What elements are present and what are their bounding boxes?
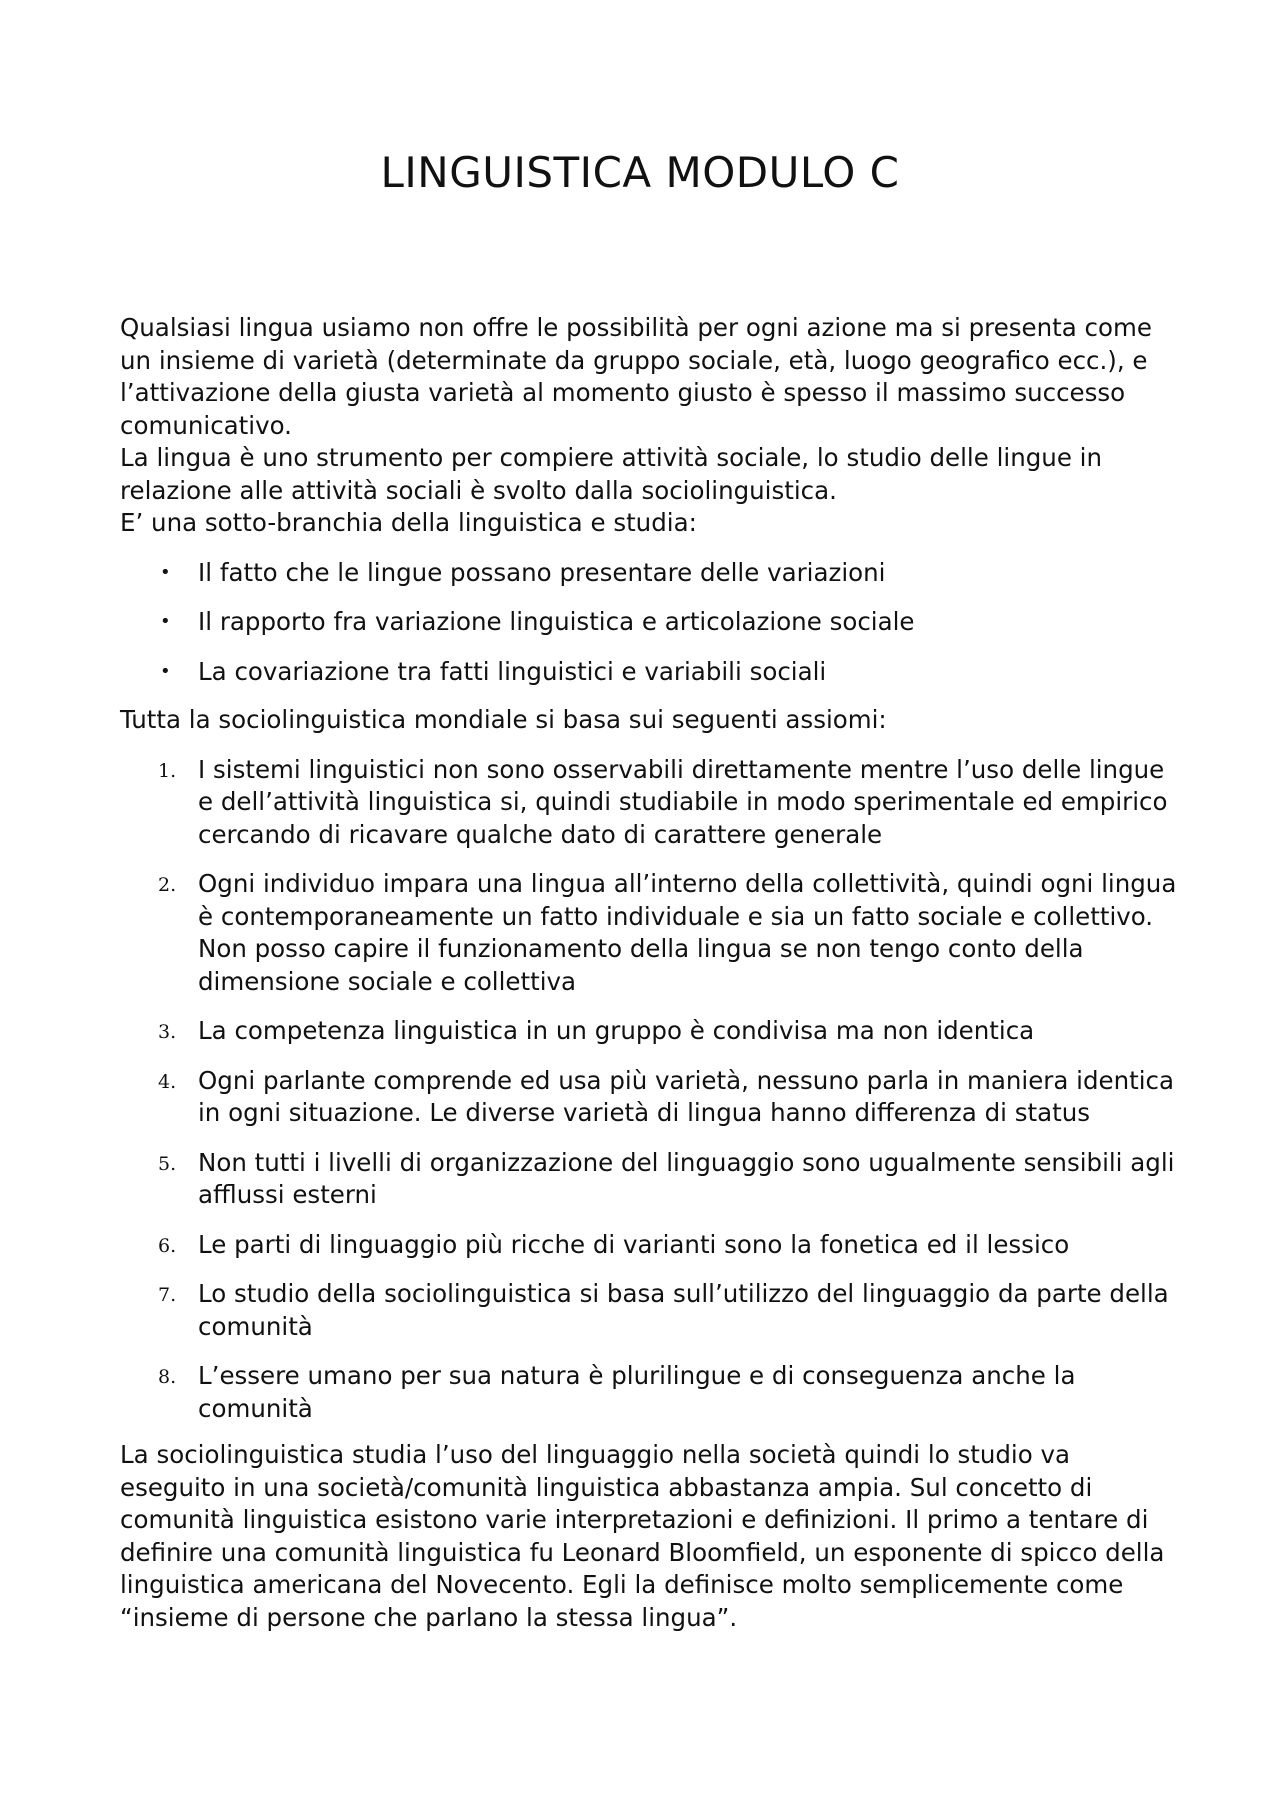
list-number: 8. <box>158 1366 177 1388</box>
bullet-marker: • <box>160 660 171 682</box>
list-item-text: I sistemi linguistici non sono osservabili direttamente mentre l’uso delle lingue e dell’attività linguistica si, quindi studiabile in modo sperimentale ed empirico cercando di ricavare qualche dato di carattere generale <box>198 754 1168 849</box>
list-item-text: Le parti di linguaggio più ricche di varianti sono la fonetica ed il lessico <box>198 1229 1070 1259</box>
list-item-text: Lo studio della sociolinguistica si basa sull’utilizzo del linguaggio da parte della comunità <box>198 1279 1169 1341</box>
document-body <box>120 312 1180 1634</box>
intro-paragraph: E’ una sotto-branchia della linguistica e studia: <box>120 508 697 537</box>
list-item <box>120 1015 1180 1048</box>
list-item-text: Il fatto che le lingue possano presentare delle variazioni <box>198 557 886 587</box>
list-item <box>120 868 1180 998</box>
intro-paragraph: La lingua è uno strumento per compiere attività sociale, lo studio delle lingue in relazione alle attività sociali è svolto dalla sociolinguistica. <box>120 443 1103 505</box>
list-item <box>120 754 1180 852</box>
list-item-text: La competenza linguistica in un gruppo è condivisa ma non identica <box>198 1016 1035 1045</box>
list-number: 1. <box>158 759 177 782</box>
page-title: LINGUISTICA MODULO C <box>380 148 900 197</box>
closing-paragraph: La sociolinguistica studia l’uso del linguaggio nella società quindi lo studio va eseguito in una società/comunità linguistica abbastanza ampia. Sul concetto di comunità linguistica esistono varie interpretazioni e definizioni. Il primo a tentare di definire una comunità linguistica fu Leonard Bloomfield, un esponente di spicco della linguistica americana del Novecento. Egli la definisce molto semplicemente come “insieme di persone che parlano la stessa lingua”. <box>120 1440 1165 1632</box>
bullet-marker: • <box>160 561 171 583</box>
bullet-marker: • <box>160 611 171 632</box>
list-item-text: Non tutti i livelli di organizzazione del linguaggio sono ugualmente sensibili agli afflussi esterni <box>198 1147 1175 1209</box>
list-number: 4. <box>158 1070 177 1093</box>
list-item <box>120 1229 1180 1262</box>
list-number: 5. <box>158 1152 177 1175</box>
list-item-text: Il rapporto fra variazione linguistica e articolazione sociale <box>198 607 915 636</box>
intro-paragraph: Qualsiasi lingua usiamo non offre le possibilità per ogni azione ma si presenta come un insieme di varietà (determinate da gruppo sociale, età, luogo geografico ecc.), e l’attivazione della giusta varietà al momento giusto è spesso il massimo successo comunicativo. <box>120 313 1152 440</box>
list-item-text: L’essere umano per sua natura è plurilingue e di conseguenza anche la comunità <box>198 1361 1076 1423</box>
list-number: 6. <box>158 1234 177 1257</box>
list-number: 3. <box>158 1021 177 1043</box>
list-item <box>120 1278 1180 1343</box>
list-item <box>120 1065 1180 1130</box>
list-number: 7. <box>158 1284 177 1306</box>
numbered-list <box>120 754 1180 1426</box>
list-item-text: La covariazione tra fatti linguistici e variabili sociali <box>198 656 827 686</box>
list-item <box>120 1360 1180 1425</box>
list-item <box>120 606 1180 639</box>
list-item <box>120 1147 1180 1212</box>
list-item <box>120 656 1180 689</box>
list-number: 2. <box>158 874 177 896</box>
list-item-text: Ogni parlante comprende ed usa più varietà, nessuno parla in maniera identica in ogni situazione. Le diverse varietà di lingua hanno differenza di status <box>198 1065 1175 1127</box>
list-item <box>120 557 1180 590</box>
list-item-text: Ogni individuo impara una lingua all’interno della collettività, quindi ogni lingua è contemporaneamente un fatto individuale e sia un fatto sociale e collettivo. Non posso capire il funzionamento della lingua se non tengo conto della dimensione sociale e collettiva <box>198 869 1177 996</box>
bullet-list <box>120 557 1180 689</box>
axioms-intro: Tutta la sociolinguistica mondiale si basa sui seguenti assiomi: <box>120 705 887 734</box>
